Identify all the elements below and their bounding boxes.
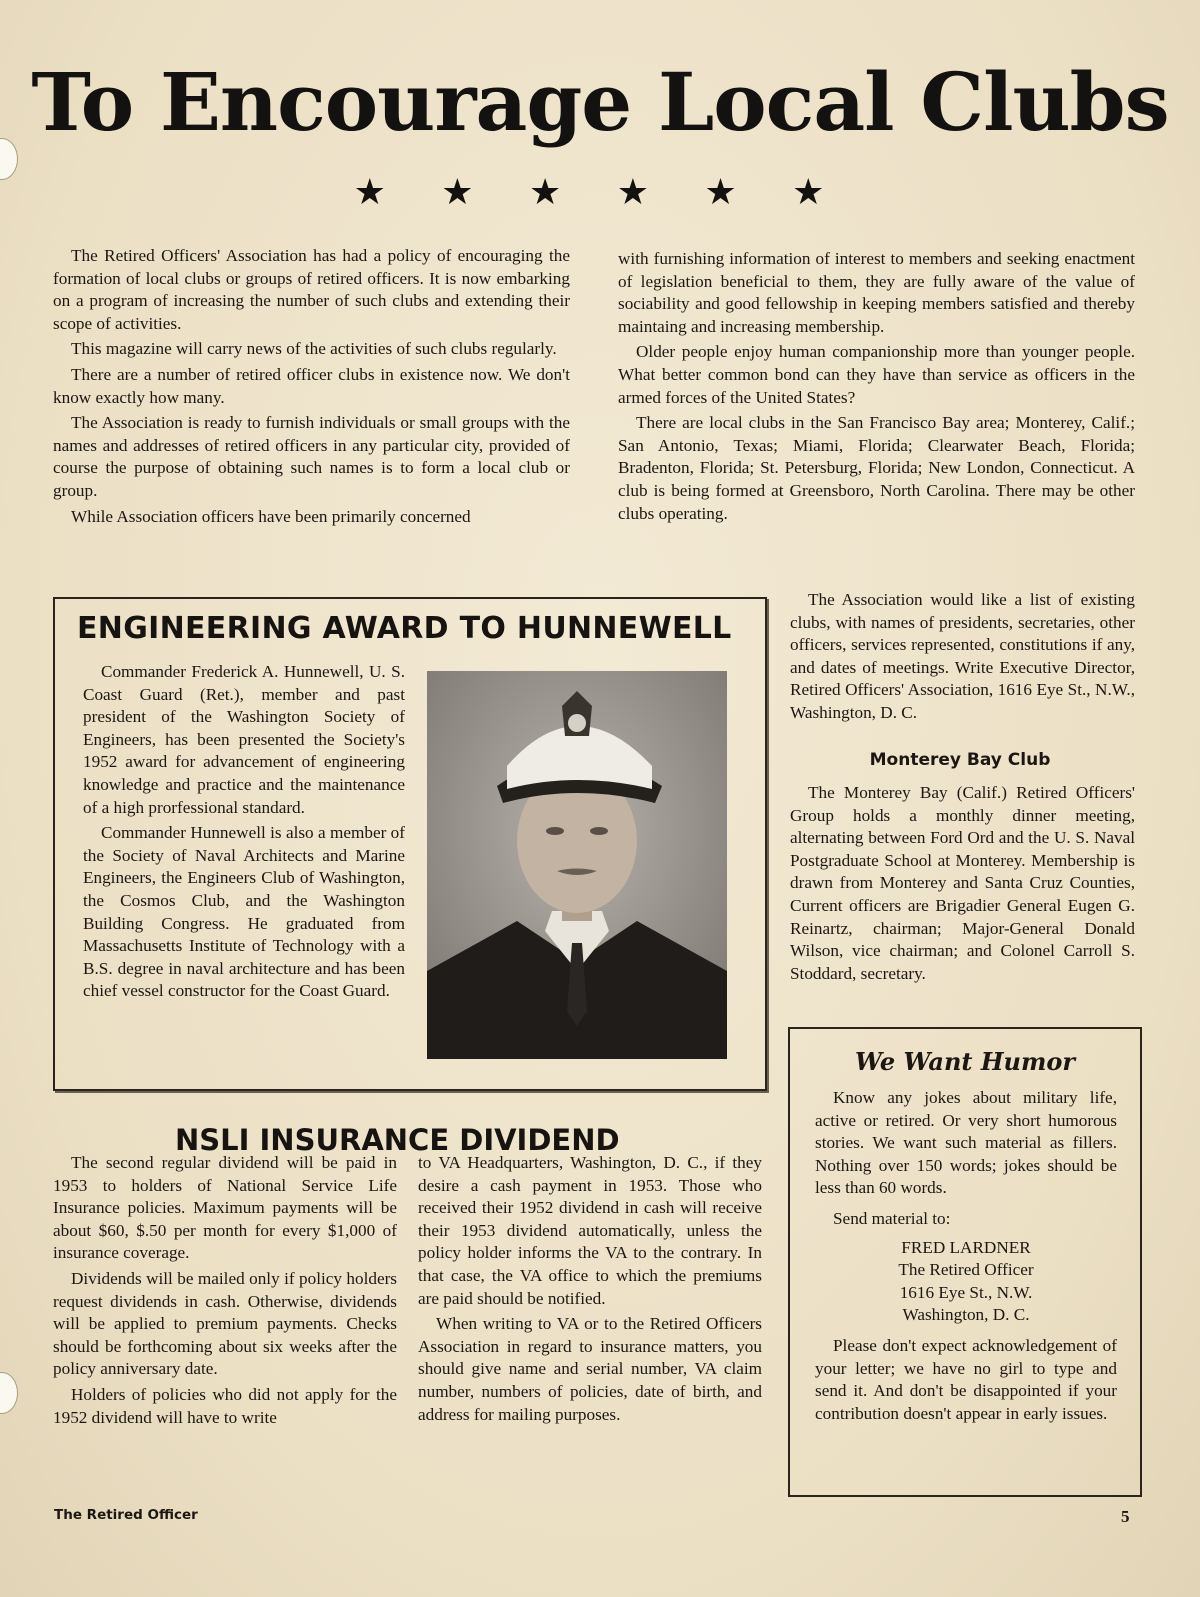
publication-name: The Retired Officer — [54, 1507, 198, 1523]
address-line: FRED LARDNER — [901, 1237, 1031, 1257]
engineering-award-box — [53, 597, 767, 1091]
paragraph: Older people enjoy human companionship more than younger people. What better common bond can they have than service as officers in the armed forces of the United States? — [618, 342, 1135, 407]
paragraph: to VA Headquarters, Washington, D. C., if they desire a cash payment in 1953. Those who received their 1952 dividend in cash will receive their 1953 dividend automatically, unless the policy holder informs the VA to the contrary. In that case, the VA office to which the premiums are paid should be notified. — [418, 1153, 762, 1308]
nsli-right-column — [418, 1152, 762, 1426]
paragraph: Please don't expect acknowledgement of your letter; we have no girl to type and send it. And don't be disappointed if your contribution doesn't appear in early issues. — [815, 1335, 1117, 1423]
paragraph: Commander Frederick A. Hunnewell, U. S. Coast Guard (Ret.), member and past president of the Washington Society of Engineers, has been presented the Society's 1952 award for advancement of engineering knowledge and practice and the maintenance of a high prorfessional standard. — [83, 662, 405, 817]
mailing-address — [815, 1237, 1117, 1327]
paragraph: Commander Hunnewell is also a member of the Society of Naval Architects and Marine Engineers, the Engineers Club of Washington, the Cosmos Club, and the Washington Building Congress. He graduated from Massachusetts Institute of Technology with a B.S. degree in naval architecture and has been chief vessel constructor for the Coast Guard. — [83, 823, 405, 1001]
paragraph: The Monterey Bay (Calif.) Retired Officers' Group holds a monthly dinner meeting, alternating between Ford Ord and the U. S. Naval Postgraduate School at Monterey. Membership is drawn from Monterey and Santa Cruz Counties, Current officers are Brigadier General Eugen G. Reinartz, chairman; Major-General Donald Wilson, vice chairman; and Colonel Carroll S. Stoddard, secretary. — [790, 783, 1135, 983]
intro-right-column — [618, 248, 1135, 525]
monterey-article — [790, 782, 1135, 985]
paragraph: with furnishing information of interest to members and seeking enactment of legislation beneficial to them, they are fully aware of the value of sociability and good fellowship in keeping members satisfied and thereby maintaing and increasing membership. — [618, 249, 1135, 336]
star-divider: ★ ★ ★ ★ ★ ★ — [353, 172, 847, 213]
address-line: 1616 Eye St., N.W. — [899, 1282, 1033, 1302]
humor-heading: We Want Humor — [854, 1047, 1076, 1076]
paragraph: The Association is ready to furnish individuals or small groups with the names and addresses of retired officers in any particular city, provided of course the purpose of obtaining such names is to form a local club or group. — [53, 413, 570, 500]
paragraph: While Association officers have been primarily concerned — [71, 506, 471, 526]
paragraph: There are local clubs in the San Francisco Bay area; Monterey, Calif.; San Antonio, Texas; Miami, Florida; Clearwater Beach, Florida; Bradenton, Florida; St. Petersburg, Florida; New London, Connecticut. A club is being formed at Greensboro, North Carolina. There may be other clubs operating. — [618, 413, 1135, 523]
monterey-heading: Monterey Bay Club — [869, 750, 1051, 770]
engineering-article — [83, 661, 405, 1003]
intro-left-column — [53, 245, 570, 528]
paragraph: Send material to: — [833, 1208, 951, 1228]
address-line: Washington, D. C. — [902, 1305, 1030, 1325]
paragraph: There are a number of retired officer clubs in existence now. We don't know exactly how many. — [53, 364, 570, 407]
nsli-left-column — [53, 1152, 397, 1429]
paragraph: When writing to VA or to the Retired Officers Association in regard to insurance matters, you should give name and serial number, VA claim number, numbers of policies, date of birth, and address for mailing purposes. — [418, 1314, 762, 1424]
nsli-heading: NSLI INSURANCE DIVIDEND — [175, 1123, 620, 1157]
paragraph: Know any jokes about military life, active or retired. Or very short humorous stories. We want such material as fillers. Nothing over 150 words; jokes should be less than 60 words. — [815, 1088, 1117, 1198]
engineering-heading: ENGINEERING AWARD TO HUNNEWELL — [77, 611, 732, 646]
club-list-request — [790, 589, 1135, 725]
page-number: 5 — [1121, 1507, 1130, 1526]
address-line: The Retired Officer — [898, 1260, 1034, 1280]
paragraph: Dividends will be mailed only if policy holders request dividends in cash. Otherwise, dividends will be applied to premium payments. Checks should be forthcoming about six weeks after the policy anniversary date. — [53, 1268, 397, 1379]
humor-box — [788, 1027, 1142, 1497]
paragraph: Holders of policies who did not apply for the 1952 dividend will have to write — [53, 1384, 397, 1427]
paragraph: This magazine will carry news of the activities of such clubs regularly. — [71, 339, 557, 359]
portrait-photo — [427, 671, 727, 1059]
humor-article — [815, 1087, 1117, 1425]
page-title: To Encourage Local Clubs — [31, 55, 1169, 149]
paragraph: The second regular dividend will be paid in 1953 to holders of National Service Life Insurance policies. Maximum payments will be about $60, $.50 per month for every $1,000 of insurance coverage. — [53, 1153, 397, 1263]
binder-hole-bottom — [0, 1372, 18, 1414]
paragraph: The Association would like a list of existing clubs, with names of presidents, secretaries, other officers, services represented, constitutions if any, and dates of meetings. Write Executive Director, Retired Officers' Association, 1616 Eye St., N.W., Washington, D. C. — [790, 590, 1135, 722]
paragraph: The Retired Officers' Association has had a policy of encouraging the formation of local clubs or groups of retired officers. It is now embarking on a program of increasing the number of such clubs and extending their scope of activities. — [53, 246, 570, 333]
